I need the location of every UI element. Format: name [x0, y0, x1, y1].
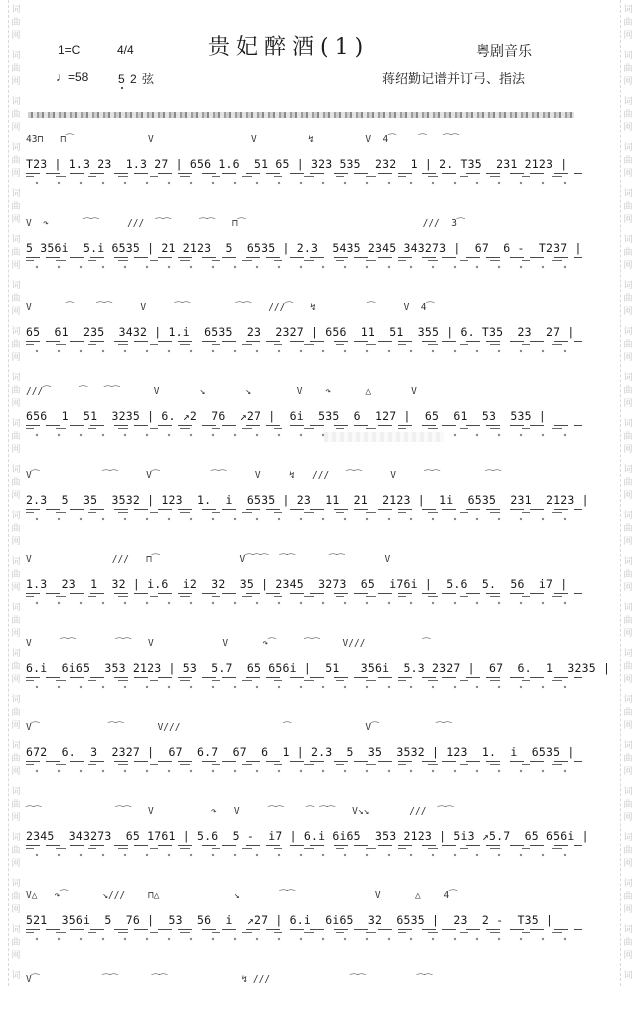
watermark-char: 曲 — [623, 754, 633, 764]
octave-dots — [26, 264, 582, 270]
watermark-char: 网 — [623, 537, 633, 547]
note-line: 521 356i 5 76 | 53 56 i ↗27 | 6.i 6i65 32 6535 | 23 2 - T35 | — [26, 913, 554, 927]
watermark-char: 网 — [623, 445, 633, 455]
watermark-char: 曲 — [11, 662, 21, 672]
bowing-marks: V /// ⊓⁀ V⁀⁀⁀ ⁀⁀ ⁀⁀ V — [26, 554, 391, 565]
watermark-char: 网 — [11, 537, 21, 547]
bowing-marks: V⁀ ⁀⁀ V⁀ ⁀⁀ V ↯ /// ⁀⁀ V ⁀⁀ ⁀⁀ — [26, 470, 501, 481]
watermark-char: 词 — [623, 189, 633, 199]
watermark-char: 曲 — [623, 248, 633, 258]
watermark-char: 网 — [11, 491, 21, 501]
watermark-char: 词 — [623, 925, 633, 935]
watermark-char: 网 — [11, 859, 21, 869]
watermark-char: 曲 — [11, 64, 21, 74]
watermark-char: 词 — [623, 235, 633, 245]
watermark-char: 曲 — [11, 524, 21, 534]
watermark-char: 曲 — [623, 18, 633, 28]
watermark-char: 曲 — [623, 386, 633, 396]
watermark-char: 网 — [623, 491, 633, 501]
watermark-char: 曲 — [623, 616, 633, 626]
note-line: T23 | 1.3 23 1.3 27 | 656 1.6 51 65 | 323 535 232 1 | 2. T35 231 2123 | — [26, 157, 568, 171]
watermark-char: 词 — [11, 419, 21, 429]
watermark-char: 网 — [623, 399, 633, 409]
watermark-char: 网 — [623, 31, 633, 41]
string-tuning: 5 2 弦 — [118, 72, 156, 86]
watermark-char: 词 — [11, 787, 21, 797]
score-system — [26, 126, 582, 188]
duration-underlines-double — [26, 764, 582, 765]
watermark-column-right — [620, 0, 635, 986]
note-line: 65 61 235 3432 | 1.i 6535 23 2327 | 656 11 51 355 | 6. T35 23 27 | — [26, 325, 575, 339]
score-system — [26, 714, 582, 776]
octave-dots — [26, 684, 582, 690]
watermark-char: 曲 — [623, 708, 633, 718]
watermark-char: 词 — [623, 281, 633, 291]
octave-dots — [26, 600, 582, 606]
watermark-char: 词 — [11, 327, 21, 337]
watermark-column-left — [8, 0, 23, 986]
watermark-char: 曲 — [11, 478, 21, 488]
watermark-char: 网 — [11, 583, 21, 593]
watermark-char: 曲 — [623, 294, 633, 304]
watermark-char: 曲 — [11, 708, 21, 718]
watermark-char: 词 — [11, 557, 21, 567]
bowing-marks: ⁀⁀ ⁀⁀ V ↷ V ⁀⁀ ⁀ ⁀⁀ V↘↘ /// ⁀⁀ — [26, 806, 454, 817]
watermark-char: 网 — [623, 675, 633, 685]
note-line: 6.i 6i65 353 2123 | 53 5.7 65 656i | 51 356i 5.3 2327 | 67 6. 1 3235 | — [26, 661, 611, 675]
watermark-char: 曲 — [11, 156, 21, 166]
watermark-char: 网 — [623, 215, 633, 225]
watermark-char: 曲 — [11, 294, 21, 304]
duration-underlines-double — [26, 512, 582, 513]
watermark-char: 曲 — [623, 570, 633, 580]
watermark-char: 曲 — [11, 110, 21, 120]
watermark-char: 曲 — [11, 616, 21, 626]
watermark-char: 网 — [11, 31, 21, 41]
watermark-char: 网 — [11, 261, 21, 271]
watermark-char: 网 — [11, 353, 21, 363]
watermark-char: 曲 — [11, 892, 21, 902]
bowing-marks: ///⁀ ⁀ ⁀⁀ V ↘ ↘ V ↷ △ V — [26, 386, 417, 397]
watermark-char: 曲 — [623, 64, 633, 74]
score-header — [0, 0, 640, 110]
octave-dots — [26, 768, 582, 774]
watermark-char: 网 — [623, 169, 633, 179]
watermark-char: 网 — [623, 261, 633, 271]
watermark-char: 网 — [11, 629, 21, 639]
score-system — [26, 294, 582, 356]
watermark-char: 词 — [623, 143, 633, 153]
transcriber-credit: 蒋绍勤记谱并订弓、指法 — [382, 71, 526, 86]
score-system — [26, 378, 582, 440]
duration-underlines-double — [26, 932, 582, 933]
watermark-char: 曲 — [11, 754, 21, 764]
watermark-char: 网 — [623, 307, 633, 317]
header-rule — [28, 112, 574, 118]
watermark-char: 词 — [11, 925, 21, 935]
watermark-char: 词 — [11, 97, 21, 107]
watermark-char: 词 — [623, 5, 633, 15]
watermark-char: 词 — [11, 603, 21, 613]
note-line: 2345 343273 65 1761 | 5.6 5 - i7 | 6.i 6i65 353 2123 | 5i3 ↗5.7 65 656i | — [26, 829, 589, 843]
watermark-char: 曲 — [623, 156, 633, 166]
note-line: 2.3 5 35 3532 | 123 1. i 6535 | 23 11 21 2123 | 1i 6535 231 2123 | — [26, 493, 589, 507]
watermark-char: 曲 — [623, 892, 633, 902]
watermark-char: 网 — [11, 215, 21, 225]
watermark-char: 词 — [623, 649, 633, 659]
watermark-char: 词 — [623, 511, 633, 521]
watermark-char: 网 — [623, 583, 633, 593]
duration-underlines-double — [26, 344, 582, 345]
watermark-char: 词 — [11, 971, 21, 981]
watermark-char: 网 — [623, 859, 633, 869]
watermark-char: 词 — [623, 327, 633, 337]
genre-label: 粤剧音乐 — [476, 43, 532, 59]
watermark-char: 曲 — [11, 386, 21, 396]
watermark-char: 词 — [11, 879, 21, 889]
watermark-char: 词 — [623, 97, 633, 107]
watermark-char: 网 — [11, 445, 21, 455]
watermark-char: 词 — [11, 51, 21, 61]
watermark-char: 曲 — [623, 432, 633, 442]
watermark-char: 网 — [11, 123, 21, 133]
watermark-char: 词 — [623, 879, 633, 889]
watermark-char: 词 — [11, 465, 21, 475]
watermark-char: 词 — [11, 833, 21, 843]
note-line: 1.3 23 1 32 | i.6 i2 32 35 | 2345 3273 65 i76i | 5.6 5. 56 i7 | — [26, 577, 568, 591]
watermark-char: 网 — [11, 721, 21, 731]
watermark-char: 曲 — [623, 478, 633, 488]
octave-dots — [26, 348, 582, 354]
octave-dots — [26, 432, 582, 438]
score-system — [26, 630, 611, 692]
watermark-char: 词 — [11, 235, 21, 245]
note-line: 672 6. 3 2327 | 67 6.7 67 6 1 | 2.3 5 35 3532 | 123 1. i 6535 | — [26, 745, 575, 759]
watermark-char: 网 — [11, 675, 21, 685]
duration-underlines-double — [26, 428, 582, 429]
watermark-char: 曲 — [11, 846, 21, 856]
watermark-char: 网 — [11, 307, 21, 317]
watermark-char: 网 — [11, 399, 21, 409]
watermark-char: 网 — [623, 813, 633, 823]
watermark-char: 网 — [623, 951, 633, 961]
watermark-char: 词 — [623, 695, 633, 705]
score-system — [26, 462, 589, 524]
watermark-char: 词 — [11, 695, 21, 705]
watermark-char: 曲 — [623, 202, 633, 212]
watermark-char: 网 — [623, 77, 633, 87]
watermark-char: 网 — [623, 905, 633, 915]
score-system — [26, 210, 582, 272]
watermark-char: 网 — [623, 767, 633, 777]
watermark-char: 词 — [623, 557, 633, 567]
watermark-char: 词 — [11, 189, 21, 199]
watermark-char: 网 — [623, 629, 633, 639]
watermark-char: 词 — [623, 741, 633, 751]
bowing-marks: V ↷ ⁀⁀ /// ⁀⁀ ⁀⁀ ⊓⁀ /// 3⁀ — [26, 218, 465, 229]
watermark-char: 曲 — [11, 432, 21, 442]
watermark-char: 曲 — [623, 938, 633, 948]
watermark-char: 网 — [11, 905, 21, 915]
watermark-char: 曲 — [623, 800, 633, 810]
key-signature: 1=C — [58, 43, 81, 57]
score-title: 贵妃醉酒(1) — [208, 35, 370, 60]
time-signature: 4/4 — [117, 43, 134, 57]
octave-dots — [26, 852, 582, 858]
watermark-char: 词 — [623, 833, 633, 843]
watermark-char: 词 — [11, 511, 21, 521]
bowing-marks: 43⊓ ⊓⁀ V V ↯ V 4⁀ ⁀ ⁀⁀ — [26, 134, 459, 145]
score-system — [26, 882, 582, 944]
bowing-marks: V△ ↷⁀ ↘/// ⊓△ ↘ ⁀⁀ V △ 4⁀ — [26, 890, 457, 901]
watermark-char: 曲 — [623, 110, 633, 120]
score-system — [26, 966, 582, 1028]
duration-underlines-double — [26, 596, 582, 597]
bowing-marks: V ⁀⁀ ⁀⁀ V V ↷⁀ ⁀⁀ V/// ⁀ — [26, 638, 431, 649]
watermark-char: 曲 — [623, 524, 633, 534]
duration-underlines-double — [26, 848, 582, 849]
watermark-char: 词 — [11, 741, 21, 751]
watermark-char: 词 — [623, 971, 633, 981]
watermark-char: 词 — [11, 281, 21, 291]
note-line: 5 356i 5.i 6535 | 21 2123 5 6535 | 2.3 5435 2345 343273 | 67 6 - T237 | — [26, 241, 582, 255]
bowing-marks: V⁀ ⁀⁀ ⁀⁀ ↯ /// ⁀⁀ ⁀⁀ — [26, 974, 433, 985]
watermark-char: 曲 — [11, 202, 21, 212]
watermark-char: 曲 — [623, 340, 633, 350]
bowing-marks: V⁀ ⁀⁀ V/// ⁀ V⁀ ⁀⁀ — [26, 722, 452, 733]
tempo-marking: ♩=58 — [56, 70, 89, 84]
duration-underlines-double — [26, 176, 582, 177]
watermark-char: 网 — [623, 123, 633, 133]
watermark-char: 网 — [11, 767, 21, 777]
watermark-char: 曲 — [11, 18, 21, 28]
watermark-char: 词 — [623, 373, 633, 383]
watermark-char: 曲 — [11, 938, 21, 948]
watermark-char: 词 — [623, 787, 633, 797]
watermark-char: 词 — [11, 373, 21, 383]
octave-dots — [26, 516, 582, 522]
watermark-char: 词 — [623, 603, 633, 613]
watermark-char: 词 — [11, 649, 21, 659]
faint-stamp — [324, 432, 444, 442]
watermark-char: 网 — [11, 77, 21, 87]
octave-dots — [26, 936, 582, 942]
watermark-char: 曲 — [623, 846, 633, 856]
watermark-char: 词 — [11, 5, 21, 15]
watermark-char: 网 — [11, 951, 21, 961]
watermark-char: 词 — [623, 465, 633, 475]
watermark-char: 网 — [623, 353, 633, 363]
bowing-marks: V ⁀ ⁀⁀ V ⁀⁀ ⁀⁀ ///⁀ ↯ ⁀ V 4⁀ — [26, 302, 435, 313]
duration-underlines-double — [26, 260, 582, 261]
score-system — [26, 798, 589, 860]
watermark-char: 词 — [623, 51, 633, 61]
watermark-char: 词 — [11, 143, 21, 153]
score-system — [26, 546, 582, 608]
watermark-char: 网 — [623, 721, 633, 731]
watermark-char: 网 — [11, 813, 21, 823]
watermark-char: 曲 — [11, 800, 21, 810]
watermark-char: 曲 — [623, 662, 633, 672]
watermark-char: 曲 — [11, 248, 21, 258]
watermark-char: 曲 — [11, 340, 21, 350]
note-line: 656 1 51 3235 | 6. ↗2 76 ↗27 | 6i 535 6 127 | 65 61 53 535 | — [26, 409, 547, 423]
duration-underlines-double — [26, 680, 582, 681]
watermark-char: 曲 — [11, 570, 21, 580]
watermark-char: 网 — [11, 169, 21, 179]
watermark-char: 词 — [623, 419, 633, 429]
octave-dots — [26, 180, 582, 186]
